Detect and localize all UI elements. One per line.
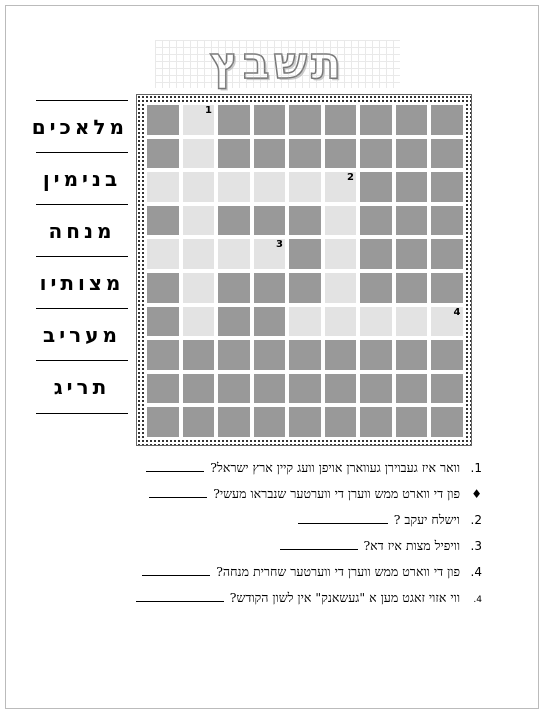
crossword-cell-blocked: [252, 338, 288, 372]
crossword-cell-blocked: [252, 405, 288, 439]
crossword-cell-open[interactable]: [181, 170, 217, 204]
crossword-cell-blocked: [394, 338, 430, 372]
clue-marker: 2.: [470, 513, 482, 527]
crossword-cell-open[interactable]: [323, 204, 359, 238]
crossword-frame: [136, 94, 472, 446]
crossword-cell-blocked: [358, 170, 394, 204]
crossword-cell-open[interactable]: [394, 305, 430, 339]
crossword-cell-blocked: [252, 204, 288, 238]
crossword-cell-blocked: [145, 372, 181, 406]
word-item: מלאכים: [36, 100, 128, 152]
crossword-cell-blocked: [394, 405, 430, 439]
crossword-cell-blocked: [323, 405, 359, 439]
clue-text: וויפיל מצות איז דא?: [363, 538, 461, 553]
crossword-cell-blocked: [394, 137, 430, 171]
crossword-cell-open[interactable]: [181, 305, 217, 339]
crossword-cell-blocked: [181, 338, 217, 372]
clue-marker: 4.: [470, 565, 482, 579]
crossword-cell-blocked: [216, 405, 252, 439]
clue-marker: 4.: [473, 595, 482, 605]
clue-number: 4: [453, 306, 461, 318]
crossword-cell-blocked: [216, 137, 252, 171]
crossword-cell-blocked: [252, 271, 288, 305]
crossword-grid: [145, 103, 465, 439]
crossword-cell-blocked: [429, 204, 465, 238]
crossword-cell-blocked: [181, 405, 217, 439]
crossword-cell-open[interactable]: [216, 237, 252, 271]
clue-item: [80, 481, 482, 507]
crossword-cell-blocked: [287, 237, 323, 271]
crossword-cell-blocked: [145, 338, 181, 372]
crossword-cell-blocked: [287, 338, 323, 372]
crossword-cell-open[interactable]: [145, 237, 181, 271]
word-item: בנימין: [36, 152, 128, 204]
clue-item: [80, 559, 482, 585]
crossword-cell-blocked: [429, 237, 465, 271]
answer-blank[interactable]: [136, 587, 224, 602]
crossword-cell-blocked: [429, 103, 465, 137]
crossword-cell-blocked: [358, 338, 394, 372]
word-item: מנחה: [36, 204, 128, 256]
crossword-cell-blocked: [394, 372, 430, 406]
crossword-cell-blocked: [429, 405, 465, 439]
crossword-cell-blocked: [394, 103, 430, 137]
clue-marker: 3.: [470, 539, 482, 553]
crossword-cell-open[interactable]: [287, 305, 323, 339]
crossword-cell-blocked: [394, 237, 430, 271]
answer-blank[interactable]: [142, 561, 210, 576]
crossword-cell-open[interactable]: [358, 305, 394, 339]
crossword-cell-open[interactable]: [323, 271, 359, 305]
clue-item: [80, 507, 482, 533]
crossword-cell-blocked: [252, 103, 288, 137]
word-item: תריג: [36, 360, 128, 414]
crossword-cell-blocked: [394, 204, 430, 238]
crossword-cell-blocked: [216, 103, 252, 137]
crossword-cell-blocked: [358, 204, 394, 238]
crossword-cell-open[interactable]: [181, 237, 217, 271]
clue-list: [80, 455, 482, 611]
crossword-cell-blocked: [216, 271, 252, 305]
crossword-cell-blocked: [429, 271, 465, 305]
crossword-cell-blocked: [323, 372, 359, 406]
crossword-cell-blocked: [145, 305, 181, 339]
crossword-cell-blocked: [358, 237, 394, 271]
crossword-cell-blocked: [394, 170, 430, 204]
crossword-cell-blocked: [323, 137, 359, 171]
clue-text: וישלח יעקב ?: [393, 512, 461, 527]
crossword-cell-blocked: [358, 405, 394, 439]
crossword-cell-blocked: [252, 372, 288, 406]
answer-blank[interactable]: [146, 457, 204, 472]
crossword-cell-blocked: [181, 372, 217, 406]
crossword-cell-open[interactable]: [252, 170, 288, 204]
crossword-cell-blocked: [287, 271, 323, 305]
crossword-cell-blocked: [358, 103, 394, 137]
crossword-cell-blocked: [145, 137, 181, 171]
crossword-cell-blocked: [323, 103, 359, 137]
clue-item: [80, 455, 482, 481]
crossword-cell-blocked: [358, 137, 394, 171]
crossword-cell-blocked: [287, 137, 323, 171]
crossword-cell-blocked: [429, 372, 465, 406]
clue-number: 2: [347, 172, 354, 184]
crossword-cell-blocked: [145, 103, 181, 137]
crossword-cell-open[interactable]: [287, 170, 323, 204]
crossword-cell-blocked: [216, 305, 252, 339]
crossword-cell-blocked: [287, 372, 323, 406]
crossword-cell-open[interactable]: [216, 170, 252, 204]
crossword-cell-blocked: [145, 405, 181, 439]
crossword-cell-blocked: [358, 271, 394, 305]
clue-text: וואר איז געבוירן געווארן אויפן וועג קיין ארץ ישראל?: [210, 460, 461, 475]
answer-blank[interactable]: [280, 535, 358, 550]
clue-item: [80, 585, 482, 611]
crossword-cell-blocked: [145, 271, 181, 305]
answer-blank[interactable]: [149, 483, 207, 498]
crossword-cell-blocked: [429, 338, 465, 372]
crossword-cell-open[interactable]: [181, 204, 217, 238]
clue-text: ווי אזוי זאגט מען א "געשאנק" אין לשון הקודש?: [229, 590, 461, 605]
clue-text: פון די ווארט ממש ווערן די ווערטער שנבראו מעשי?: [213, 486, 461, 501]
crossword-cell-blocked: [323, 338, 359, 372]
clue-text: פון די ווארט ממש ווערן די ווערטער שחרית מנחה?: [216, 564, 461, 579]
crossword-cell-blocked: [252, 305, 288, 339]
crossword-cell-blocked: [429, 170, 465, 204]
crossword-cell-blocked: [287, 103, 323, 137]
word-item: מצותיו: [36, 256, 128, 308]
word-bank: [31, 100, 128, 414]
crossword-cell-blocked: [394, 271, 430, 305]
clue-number: 3: [276, 239, 283, 251]
clue-item: [80, 533, 482, 559]
crossword-cell-blocked: [216, 204, 252, 238]
crossword-cell-blocked: [145, 204, 181, 238]
crossword-cell-blocked: [216, 338, 252, 372]
word-item: מעריב: [36, 308, 128, 360]
crossword-cell-blocked: [287, 405, 323, 439]
crossword-cell-open[interactable]: [323, 305, 359, 339]
crossword-cell-blocked: [216, 372, 252, 406]
crossword-cell-blocked: [252, 137, 288, 171]
crossword-cell-open[interactable]: [181, 271, 217, 305]
crossword-cell-blocked: [287, 204, 323, 238]
clue-number: 1: [205, 105, 212, 116]
crossword-cell-open[interactable]: [181, 137, 217, 171]
answer-blank[interactable]: [298, 509, 388, 524]
crossword-cell-open[interactable]: [323, 237, 359, 271]
page-title: תשבץ: [209, 38, 346, 89]
crossword-cell-open[interactable]: [145, 170, 181, 204]
crossword-cell-blocked: [429, 137, 465, 171]
crossword-cell-blocked: [358, 372, 394, 406]
diamond-icon: ♦: [471, 487, 482, 501]
clue-marker: 1.: [470, 461, 482, 475]
